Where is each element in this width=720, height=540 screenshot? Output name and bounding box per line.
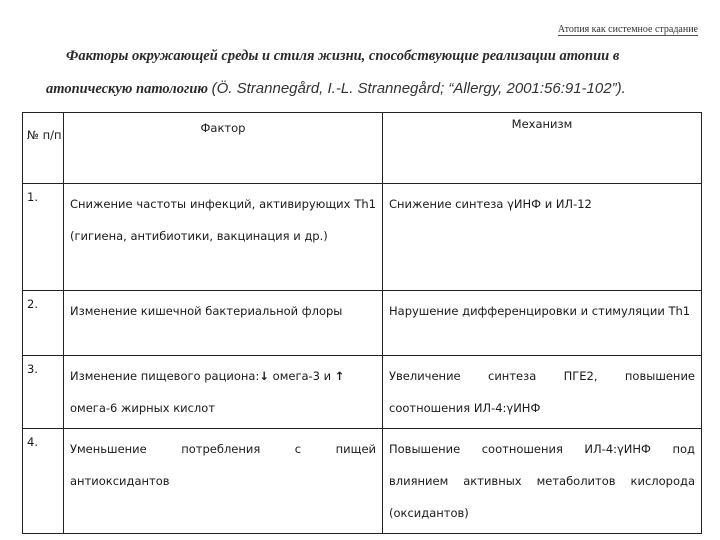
document-title-line1: Факторы окружающей среды и стиля жизни, способствующие реализации атопии в — [66, 48, 620, 64]
row-mechanism: Снижение синтеза γИНФ и ИЛ-12 — [383, 184, 702, 291]
row-number: 3. — [23, 356, 64, 429]
table-row — [23, 291, 702, 356]
citation: (Ö. Strannegård, I.-L. Strannegård; “Allergy, 2001:56:91-102”). — [211, 80, 626, 97]
factors-table — [22, 112, 702, 534]
arrow-down-icon: ↓ — [259, 369, 269, 383]
factor-text-part1: Изменение пищевого рациона: — [70, 369, 260, 383]
document-title-line2 — [46, 80, 706, 98]
row-mechanism: Увеличение синтеза ПГЕ2, повышение соотношения ИЛ-4:γИНФ — [383, 356, 702, 429]
table-row — [23, 429, 702, 534]
row-mechanism: Повышение соотношения ИЛ-4:γИНФ под влиянием активных метаболитов кислорода (оксидантов) — [383, 429, 702, 534]
header-mechanism: Механизм — [383, 113, 702, 184]
factor-text-part3: омега-6 жирных кислот — [70, 401, 216, 415]
row-factor: Уменьшение потребления с пищей антиоксидантов — [64, 429, 383, 534]
table-row — [23, 356, 702, 429]
row-factor: Изменение кишечной бактериальной флоры — [64, 291, 383, 356]
arrow-up-icon: ↑ — [334, 369, 345, 383]
row-factor: Снижение частоты инфекций, активирующих Th1 (гигиена, антибиотики, вакцинация и др.) — [64, 184, 383, 291]
row-number: 1. — [23, 184, 64, 291]
running-head: Атопия как системное страдание — [557, 24, 698, 35]
header-factor: Фактор — [64, 113, 383, 184]
table-row — [23, 184, 702, 291]
row-mechanism: Нарушение дифференцировки и стимуляции Th1 — [383, 291, 702, 356]
document-title-line2-text: атопическую патологию — [46, 81, 208, 97]
row-number: 2. — [23, 291, 64, 356]
factor-text-part2: омега-3 и — [269, 369, 335, 383]
table-header-row — [23, 113, 702, 184]
row-factor — [64, 356, 383, 429]
header-number: № п/п — [23, 113, 64, 184]
row-number: 4. — [23, 429, 64, 534]
